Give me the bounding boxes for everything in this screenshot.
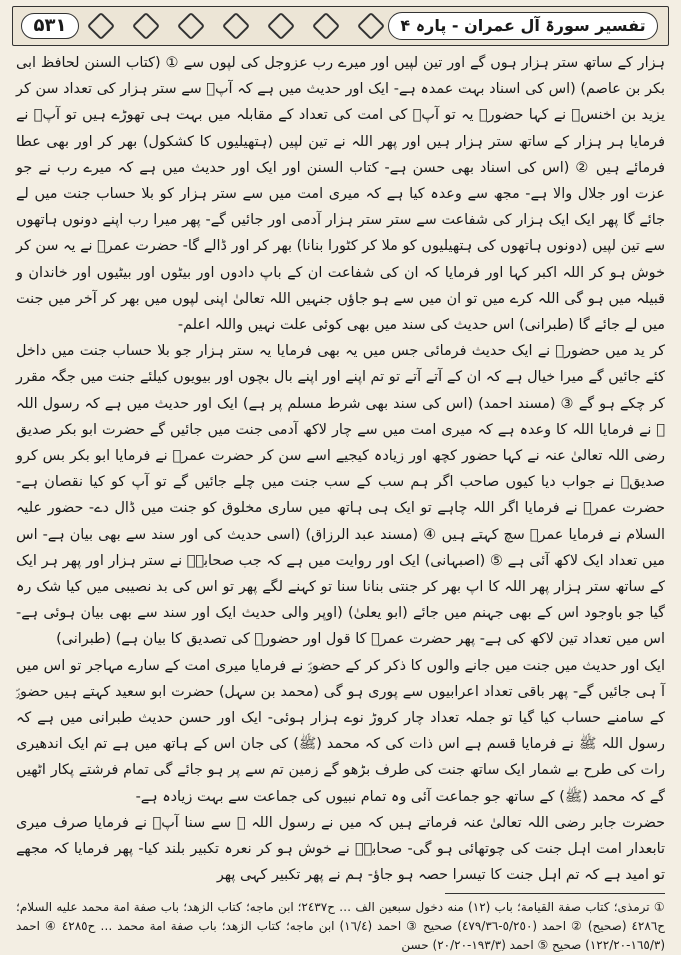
paragraph: حضرت جابر رضی اللہ تعالیٰ عنہ فرماتے ہیں کہ میں نے رسول اللہ ﷺ سے سنا آپؐ نے فرمایا صرف میری تابعدار امت اہل جنت کی چوتھائی ہو گی- صحابہؓ نے خوش ہو کر نعرہ تکبیر بلند کیا- پھر فرمایا کہ مجھے تو امید ہے کہ تم اہل جنت کا تیسرا حصہ ہو جاؤ- ہم نے پھر تکبیر کہی پھر <box>16 814 665 884</box>
paragraph: ہزار کے ساتھ ستر ہزار ہوں گے اور تین لپیں اور میرے رب عزوجل کی لپوں سے ① (کتاب السنن لحافظ ابی بکر بن عاصم) (اس کی اسناد بہت عمدہ ہے- ایک اور حدیث میں ہے کہ آپؐ سے ستر ہزار کی تعداد سن کر یزید بن اخنسؓ نے کہا حضورؐ یہ تو آپؐ کی امت کی تعداد کے مقابلہ میں بہت ہی تھوڑے ہیں تو آپؐ نے فرمایا ہر ہزار کے ساتھ ستر ہزار ہیں اور پھر اللہ نے تین لپیں (ہتھیلیوں کا کشکول) بھر کر اور بھی عطا فرمائے ہیں ② (اس کی اسناد بھی حسن ہے- کتاب السنن اور ایک اور حدیث میں ہے کہ میرے رب نے جو عزت اور جلال والا ہے- مجھ سے وعدہ کیا ہے کہ میری امت میں سے ستر ہزار کو بلا حساب جنت میں لے جائے گا پھر ایک ایک ہزار کی شفاعت سے ستر ستر ہزار آدمی اور جائیں گے- پھر میرا رب اپنے دونوں ہاتھوں سے تین لپیں (دونوں ہاتھوں کی ہتھیلیوں کو ملا کر کٹورا بنانا) بھر کر اور ڈالے گا- حضرت عمرؓ نے یہ سن کر خوش ہو کر اللہ اکبر کہا اور فرمایا کہ ان کی شفاعت ان کے باپ دادوں اور بیٹوں اور بیٹیوں اور خاندان و قبیلہ میں ہو گی اللہ کرے میں تو ان میں سے ہو جاؤں جنہیں اللہ تعالیٰ اپنی لپوں میں بھر کر آخر میں جنت میں لے جائے گا (طبرانی) اس حدیث کی سند میں بھی کوئی علت نہیں واللہ اعلم- <box>16 55 665 334</box>
main-text <box>12 50 669 889</box>
page-number: ۵۳۱ <box>21 13 79 39</box>
page-header <box>12 6 669 46</box>
footnote-divider <box>445 893 665 894</box>
paragraph: کر ید میں حضورؐ نے ایک حدیث فرمائی جس میں یہ بھی فرمایا یہ ستر ہزار جو بلا حساب جنت میں داخل کئے جائیں گے میرا خیال ہے کہ ان کے آتے آتے تو تم اپنے اور اپنے بال بچوں اور بیویوں کیلئے جنت میں جگہ مقرر کر چکے ہو گے ③ (مسند احمد) (اس کی سند بھی شرط مسلم پر ہے) ایک اور حدیث میں ہے کہ رسول اللہ ﷺ نے فرمایا اللہ کا وعدہ ہے کہ میری امت میں سے چار لاکھ آدمی جنت میں جائیں گے حضرت ابو بکر صدیق رضی اللہ تعالیٰ عنہ نے کہا حضور کچھ اور زیادہ کیجیے اسے سن کر حضرت عمرؓ نے فرمایا ابو بکر بس کرو صدیقؓ نے جواب دیا کیوں صاحب اگر ہم سب کے سب جنت میں چلے جائیں گے تو آپ کو کیا نقصان ہے- حضرت عمرؓ نے فرمایا اگر اللہ چاہے تو ایک ہی ہاتھ میں ساری مخلوق کو جنت میں ڈال دے- حضور علیہ السلام نے فرمایا عمرؓ سچ کہتے ہیں ④ (مسند عبد الرزاق) (اسی حدیث کی اور سند سے بھی بیان ہے- اس میں تعداد ایک لاکھ آئی ہے ⑤ (اصبہانی) ایک اور روایت میں ہے کہ جب صحابہؓ نے ستر ہزار اور پھر ہر ایک کے ساتھ ستر ہزار پھر اللہ کا اپ بھر کر جنتی بنانا سنا تو کہنے لگے پھر تو اس کی بد نصیبی میں کیا شک رہ گیا جو باوجود اس کے بھی جہنم میں جائے (ابو یعلیٰ) (اوپر والی حدیث ایک اور سند سے بھی بیان ہوئی ہے- اس میں تعداد تین لاکھ کی ہے- پھر حضرت عمرؓ کا قول اور حضورؐ کی تصدیق کا بیان ہے) (طبرانی) <box>16 343 665 648</box>
footnote-text: ① ترمذی؛ كتاب صفة القيامة؛ باب (١٢) منه دخول سبعين الف … ح٢٤٣٧؛ ابن ماجه؛ كتاب الزهد؛ باب صفة امة محمد عليه السلام؛ ح٤٢٨٦ (صحيح) ② احمد (٥/٢٥٠-٤٧٩/٣٦) صحيح ③ احمد (١٦/٤) ابن ماجه؛ كتاب الزهد؛ باب صفة امة محمد … ح٤٢٨٥ ④ احمد (١٦٥/٣-١٢٢/٢٠) صحيح ⑤ احمد (١٩٣/٣-٢٠/٢٠) حسن <box>16 899 666 952</box>
header-ornament-icon <box>91 13 381 39</box>
footnotes <box>12 894 669 955</box>
paragraph: ایک اور حدیث میں جنت میں جانے والوں کا ذکر کر کے حضورؐ نے فرمایا میری امت کے سارے مہاجر تو اس میں آ ہی جائیں گے- پھر باقی تعداد اعرابیوں سے پوری ہو گی (محمد بن سہل) حضرت ابو سعید کہتے ہیں حضورؐ کے سامنے حساب کیا گیا تو جملہ تعداد چار کروڑ نوے ہزار ہوئی- ایک اور حسن حدیث طبرانی میں ہے کہ رسول اللہ ﷺ نے فرمایا قسم ہے اس ذات کی کہ محمد (ﷺ) کی جان اس کے ہاتھ میں ہے تم ایک اندھیری رات کی طرح بے شمار ایک ساتھ جنت کی طرف بڑھو گے زمین تم سے پر ہو جائے گی تمام فرشتے پکار اٹھیں گے کہ محمد (ﷺ) کے ساتھ جو جماعت آئی وہ تمام نبیوں کی جماعت سے بہت زیادہ ہے- <box>16 657 665 805</box>
running-head: تفسیر سورۃ آل عمران - پارہ ۴ <box>388 12 658 40</box>
